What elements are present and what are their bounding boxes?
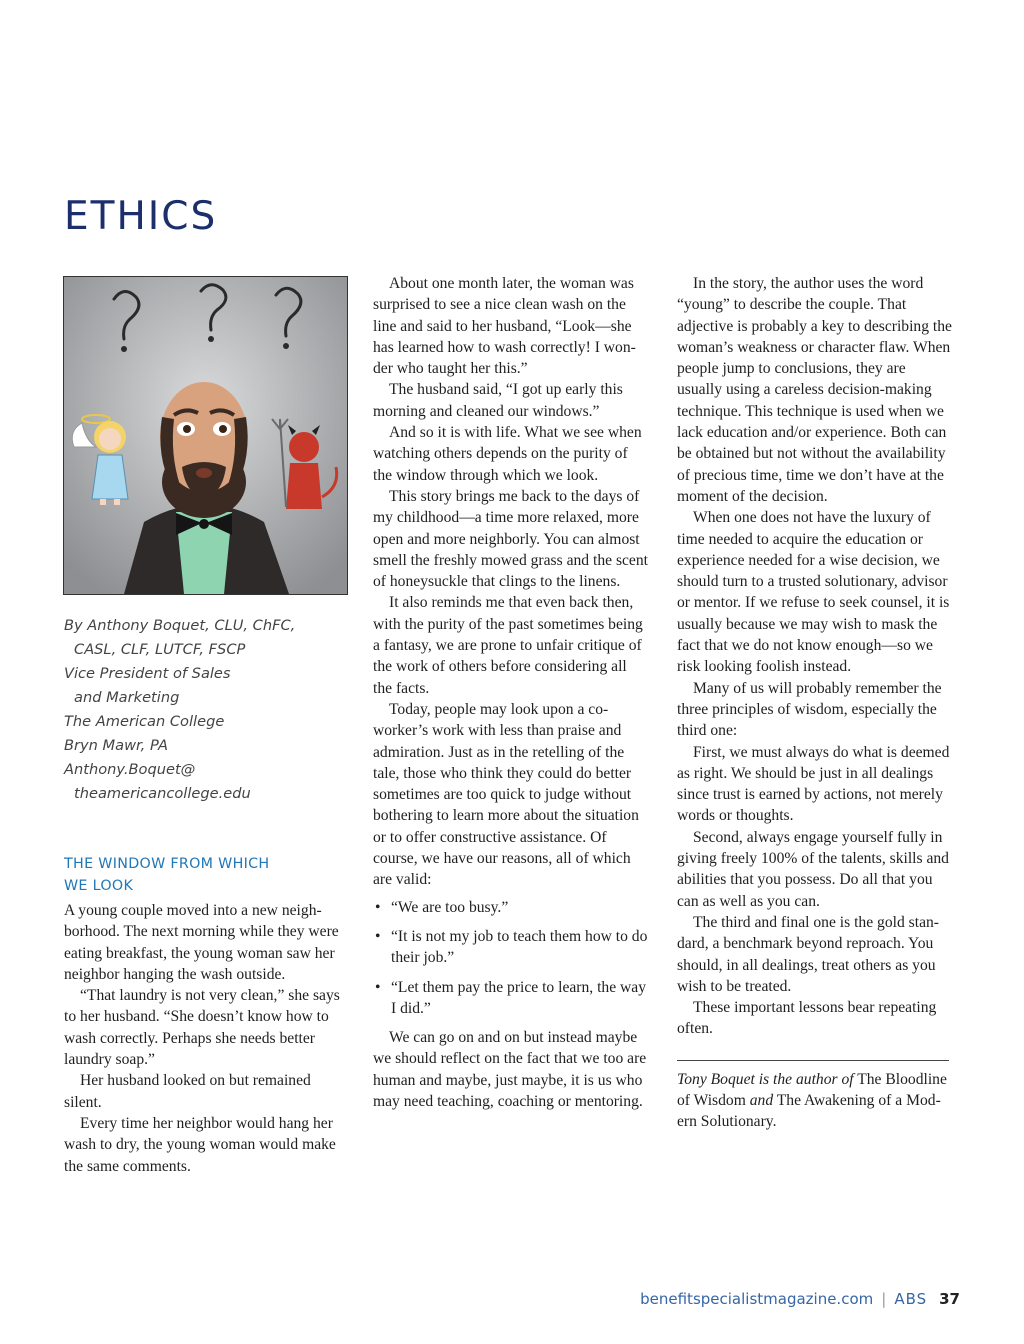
page-footer	[640, 1290, 960, 1308]
list-item: • “It is not my job to teach them how to do their job.”	[373, 926, 649, 969]
footer-magazine: ABS	[894, 1290, 928, 1308]
author-note-and: and	[749, 1091, 774, 1109]
paragraph: When one does not have the luxury of time needed to acquire the education or experience needed for a wise decision, we should turn to a trusted solutionary, advisor or mentor. If we refuse to seek counsel, it is usually because we may wish to mask the fact that we do not know enough—so we risk looking foolish instead.	[677, 509, 950, 676]
subhead-line-1: THE WINDOW FROM WHICH	[64, 856, 270, 872]
byline-role-cont: and Marketing	[74, 689, 180, 706]
byline-location: Bryn Mawr, PA	[64, 737, 169, 754]
paragraph: The husband said, “I got up early this morning and cleaned our windows.”	[373, 381, 623, 420]
paragraph: Many of us will probably remember the three principles of wisdom, especially the third one:	[677, 679, 942, 740]
section-title: ETHICS	[64, 194, 218, 239]
paragraph: Every time her neighbor would hang her wash to dry, the young woman would make the same comments.	[64, 1114, 336, 1175]
page-number: 37	[939, 1290, 960, 1308]
column-3	[677, 273, 953, 1133]
paragraph: First, we must always do what is deemed as right. We should be just in all dealings since trust is earned by actions, not merely words or thoughts.	[677, 743, 950, 825]
paragraph: Today, people may look upon a coworker’s work with less than praise and admiration. Just as in the retelling of the tale, those who think they could do better sometimes are too quick to judge without bothering to learn more about the situation or to offer constructive assistance. Of course, we have our reasons, all of which are valid:	[373, 700, 639, 889]
paragraph: We can go on and on but instead maybe we should reflect on the fact that we too are human and maybe, just maybe, it is us who may need teaching, coaching or mentoring.	[373, 1029, 647, 1110]
book-title-1: The Bloodline of Wisdom	[677, 1070, 947, 1109]
article-subhead	[64, 853, 269, 897]
byline-email-cont: theamericancollege.edu	[74, 785, 251, 802]
subhead-line-2: WE LOOK	[64, 878, 134, 894]
byline-email: Anthony.Boquet@	[64, 761, 196, 778]
footer-separator: |	[881, 1290, 887, 1308]
author-photo-illustration	[63, 276, 348, 595]
column-2	[373, 273, 649, 1112]
byline-name: By Anthony Boquet, CLU, ChFC,	[64, 617, 296, 634]
paragraph: A young couple moved into a new neighborhood. The next morning while they were eating breakfast, the young woman saw her neighbor hanging the wash outside.	[64, 902, 339, 983]
paragraph: This story brings me back to the days of my childhood—a time more relaxed, more open and more neighborly. You can almost smell the freshly mowed grass and the scent of honeysuckle that clings to the linens.	[373, 487, 648, 591]
byline-organization: The American College	[64, 713, 225, 730]
paragraph: “That laundry is not very clean,” she says to her husband. “She doesn’t know how to wash correctly. Perhaps she needs better laundry soap.”	[64, 987, 340, 1069]
list-item: • “We are too busy.”	[373, 897, 649, 918]
list-item: • “Let them pay the price to learn, the way I did.”	[373, 977, 649, 1020]
paragraph: It also reminds me that even back then, with the purity of the past sometimes being a fantasy, we are prone to unfair critique of the work of others before considering all the facts.	[373, 594, 643, 697]
paragraph: Her husband looked on but remained silent.	[64, 1072, 311, 1111]
footer-site-link[interactable]: benefitspecialistmagazine.com	[640, 1290, 874, 1308]
paragraph: Second, always engage yourself fully in giving freely 100% of the talents, skills and abilities that you possess. Do all that you can as well as you can.	[677, 828, 949, 910]
paragraph: In the story, the author uses the word “young” to describe the couple. That adjective is probably a key to describing the woman’s weakness or character flaw. When people jump to conclusions, they are usually using a careless decision-making technique. This technique is used when we lack education and/or experience. Both can be obtained but not without the availability of precious time, time we don’t have at the moment of the decision.	[677, 275, 952, 505]
byline-credentials: CASL, CLF, LUTCF, FSCP	[74, 641, 246, 658]
byline-role: Vice President of Sales	[64, 665, 231, 682]
reasons-list	[373, 897, 649, 1019]
author-byline	[64, 614, 295, 806]
author-note	[677, 1069, 953, 1133]
divider	[677, 1060, 949, 1061]
column-1	[64, 900, 346, 1177]
author-note-lead: Tony Boquet is the author of	[677, 1070, 854, 1088]
paragraph: And so it is with life. What we see when watching others depends on the purity of the window through which we look.	[373, 424, 642, 484]
book-title-2: The Awakening of a Modern Solutionary.	[677, 1091, 941, 1131]
paragraph: About one month later, the woman was surprised to see a nice clean wash on the line and said to her husband, “Look—she has learned how to wash correctly! I wonder who taught her this.”	[373, 275, 636, 378]
paragraph: These important lessons bear repeating often.	[677, 999, 937, 1038]
paragraph: The third and final one is the gold standard, a benchmark beyond reproach. You should, in all dealings, treat others as you wish to be treated.	[677, 913, 939, 995]
